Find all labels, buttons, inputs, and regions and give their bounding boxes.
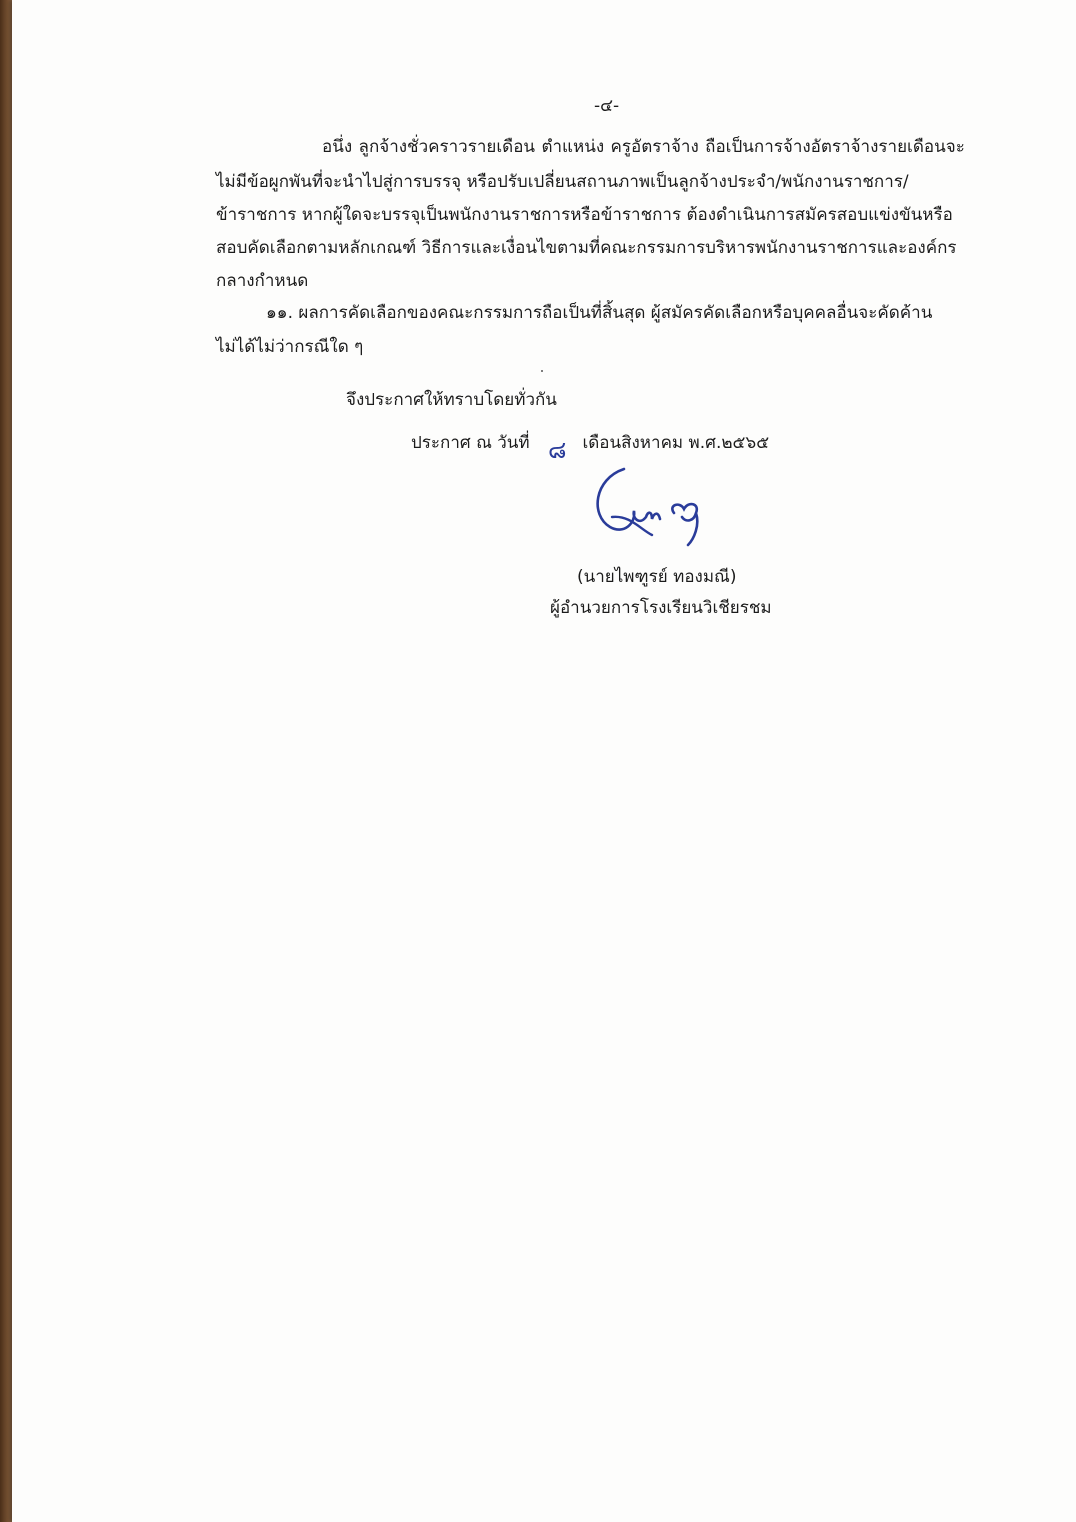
announcement-date-line (411, 435, 769, 452)
signer-name: (นายไพฑูรย์ ทองมณี) (577, 567, 737, 587)
paragraph-line-4: สอบคัดเลือกตามหลักเกณฑ์ วิธีการและเงื่อนไขตามที่คณะกรรมการบริหารพนักงานราชการและองค์กร (216, 238, 957, 258)
paragraph-line-2: ไม่มีข้อผูกพันที่จะนำไปสู่การบรรจุ หรือปรับเปลี่ยนสถานภาพเป็นลูกจ้างประจำ/พนักงานราชการ/ (216, 172, 909, 192)
item-11-line-1: ๑๑. ผลการคัดเลือกของคณะกรรมการถือเป็นที่สิ้นสุด ผู้สมัครคัดเลือกหรือบุคคลอื่นจะคัดค้าน (266, 303, 933, 323)
signer-title: ผู้อำนวยการโรงเรียนวิเชียรชม (550, 598, 772, 618)
document-page (12, 0, 1076, 1522)
page-number: -๔- (594, 96, 620, 116)
paragraph-line-3: ข้าราชการ หากผู้ใดจะบรรจุเป็นพนักงานราชการหรือข้าราชการ ต้องดำเนินการสมัครสอบแข่งขันหรือ (216, 205, 953, 225)
handwritten-day: ๘ (548, 436, 567, 464)
stray-mark (541, 370, 543, 372)
paragraph-line-5: กลางกำหนด (216, 271, 309, 291)
closing-statement: จึงประกาศให้ทราบโดยทั่วกัน (346, 390, 557, 410)
signature-icon (590, 465, 720, 565)
announcement-date-suffix: เดือนสิงหาคม พ.ศ.๒๕๖๕ (582, 433, 770, 453)
paragraph-line-1: อนึ่ง ลูกจ้างชั่วคราวรายเดือน ตำแหน่ง ครูอัตราจ้าง ถือเป็นการจ้างอัตราจ้างรายเดือนจะ (322, 137, 965, 157)
announcement-date-prefix: ประกาศ ณ วันที่ (411, 433, 530, 453)
item-11-line-2: ไม่ได้ไม่ว่ากรณีใด ๆ (216, 337, 364, 357)
